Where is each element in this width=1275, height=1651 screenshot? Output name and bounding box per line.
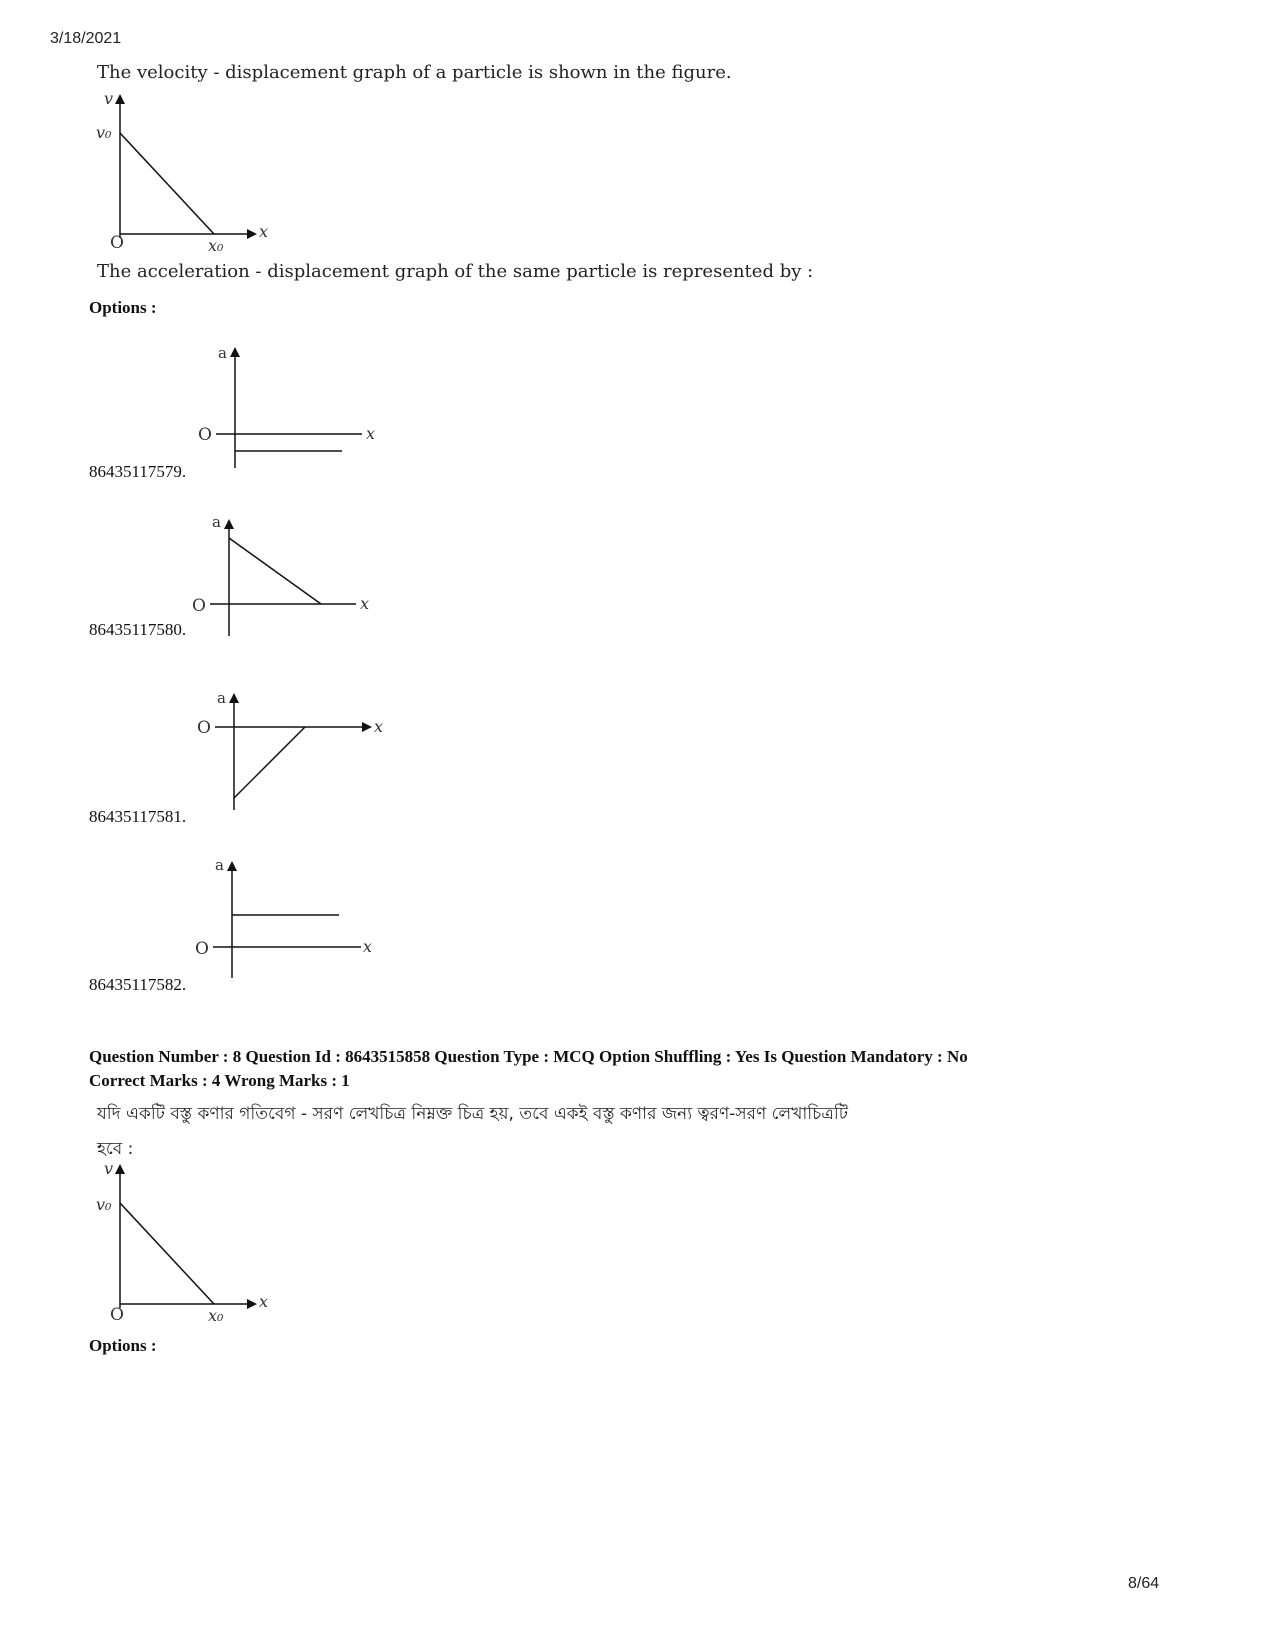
v0-label: v₀	[96, 123, 112, 142]
x-axis-label: x	[374, 717, 384, 736]
v-axis-label: v	[104, 1159, 114, 1178]
origin-label: O	[110, 1305, 124, 1325]
a-x-line	[234, 727, 305, 798]
page-date: 3/18/2021	[50, 30, 122, 47]
origin-label: O	[197, 718, 211, 738]
velocity-displacement-graph	[90, 88, 280, 258]
x-axis-label: x	[259, 1292, 269, 1311]
a-axis-arrow	[229, 693, 239, 703]
origin-label: O	[195, 939, 209, 959]
v-x-line	[120, 133, 214, 234]
a-axis-label: a	[215, 856, 224, 874]
a-axis-arrow	[224, 519, 234, 529]
x-axis-label: x	[363, 937, 373, 956]
a-axis-label: a	[218, 344, 227, 362]
option-3-graph[interactable]	[193, 686, 393, 814]
option-2-graph[interactable]	[188, 512, 388, 640]
page-number: 8/64	[1128, 1575, 1160, 1592]
v-axis-arrow	[115, 1164, 125, 1174]
option-2-id[interactable]: 86435117580.	[89, 620, 187, 639]
x0-label: x₀	[208, 1306, 224, 1325]
origin-label: O	[198, 425, 212, 445]
x-axis-arrow	[247, 229, 257, 239]
option-4-graph[interactable]	[191, 854, 391, 982]
v-x-line	[120, 1203, 214, 1304]
v-axis-label: v	[104, 89, 114, 108]
question-prompt: The acceleration - displacement graph of the same particle is represented by :	[97, 261, 814, 282]
v0-label: v₀	[96, 1195, 112, 1214]
origin-label: O	[192, 596, 206, 616]
question-stem-bengali-cont: হবে :	[97, 1139, 134, 1159]
v-axis-arrow	[115, 94, 125, 104]
x-axis-arrow	[247, 1299, 257, 1309]
a-axis-label: a	[212, 513, 221, 531]
option-1-id[interactable]: 86435117579.	[89, 462, 187, 481]
options-label: Options :	[89, 298, 157, 317]
a-axis-label: a	[217, 689, 226, 707]
velocity-displacement-graph-2	[90, 1158, 280, 1328]
options-label-2: Options :	[89, 1336, 157, 1355]
a-axis-arrow	[227, 861, 237, 871]
x-axis-arrow	[362, 722, 372, 732]
x-axis-label: x	[366, 424, 376, 443]
origin-label: O	[110, 233, 124, 253]
x0-label: x₀	[208, 236, 224, 255]
option-4-id[interactable]: 86435117582.	[89, 975, 187, 994]
question-stem-bengali: যদি একটি বস্তু কণার গতিবেগ - সরণ লেখচিত্র নিম্নক্ত চিত্র হয়, তবে একই বস্তু কণার জন্য ত্বরণ-সরণ লেখাচিত্রটি	[97, 1104, 848, 1124]
question-meta: Question Number : 8 Question Id : 8643515858 Question Type : MCQ Option Shuffling : Yes Is Question Mandatory : No	[89, 1047, 968, 1066]
x-axis-label: x	[259, 222, 269, 241]
option-3-id[interactable]: 86435117581.	[89, 807, 187, 826]
a-axis-arrow	[230, 347, 240, 357]
question-marks: Correct Marks : 4 Wrong Marks : 1	[89, 1071, 350, 1090]
a-x-line	[229, 538, 321, 604]
x-axis-label: x	[360, 594, 370, 613]
option-1-graph[interactable]	[190, 338, 390, 476]
question-stem: The velocity - displacement graph of a particle is shown in the figure.	[97, 62, 732, 83]
